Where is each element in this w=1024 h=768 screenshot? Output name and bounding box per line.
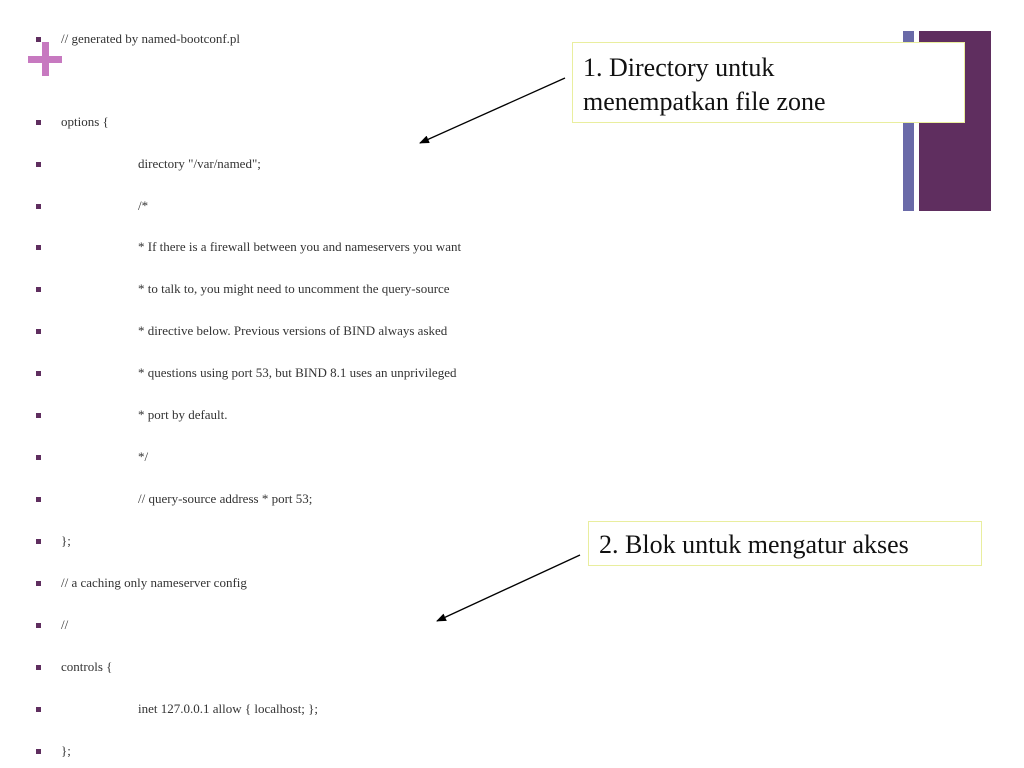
- callout-directory: [572, 42, 965, 123]
- code-line-text: };: [61, 533, 71, 548]
- code-line-text: inet 127.0.0.1 allow { localhost; };: [138, 701, 319, 716]
- code-line-text: * directive below. Previous versions of BIND always asked: [138, 323, 448, 338]
- callout-directory-line2: menempatkan file zone: [583, 87, 826, 116]
- code-line-text: * to talk to, you might need to uncomment the query-source: [138, 281, 450, 296]
- code-line-text: // generated by named-bootconf.pl: [61, 31, 241, 46]
- arrow-to-controls: [437, 555, 580, 621]
- code-line-text: options {: [61, 114, 109, 129]
- code-line-text: * port by default.: [138, 407, 228, 422]
- callout-access-block: [588, 521, 982, 566]
- arrow-to-directory: [420, 78, 565, 143]
- code-line-text: controls {: [61, 659, 113, 674]
- code-line-text: * questions using port 53, but BIND 8.1 uses an unprivileged: [138, 365, 457, 380]
- code-line-text: };: [61, 743, 71, 758]
- code-line-text: /*: [138, 198, 149, 213]
- code-line-text: // a caching only nameserver config: [61, 575, 247, 590]
- code-line-text: */: [138, 449, 149, 464]
- callout-directory-line1: 1. Directory untuk: [583, 53, 775, 82]
- code-line-text: // query-source address * port 53;: [138, 491, 313, 506]
- code-line-text: //: [61, 617, 69, 632]
- code-line-text: directory "/var/named";: [138, 156, 261, 171]
- callout-access-text: 2. Blok untuk mengatur akses: [599, 530, 909, 559]
- code-line-text: * If there is a firewall between you and nameservers you want: [138, 239, 462, 254]
